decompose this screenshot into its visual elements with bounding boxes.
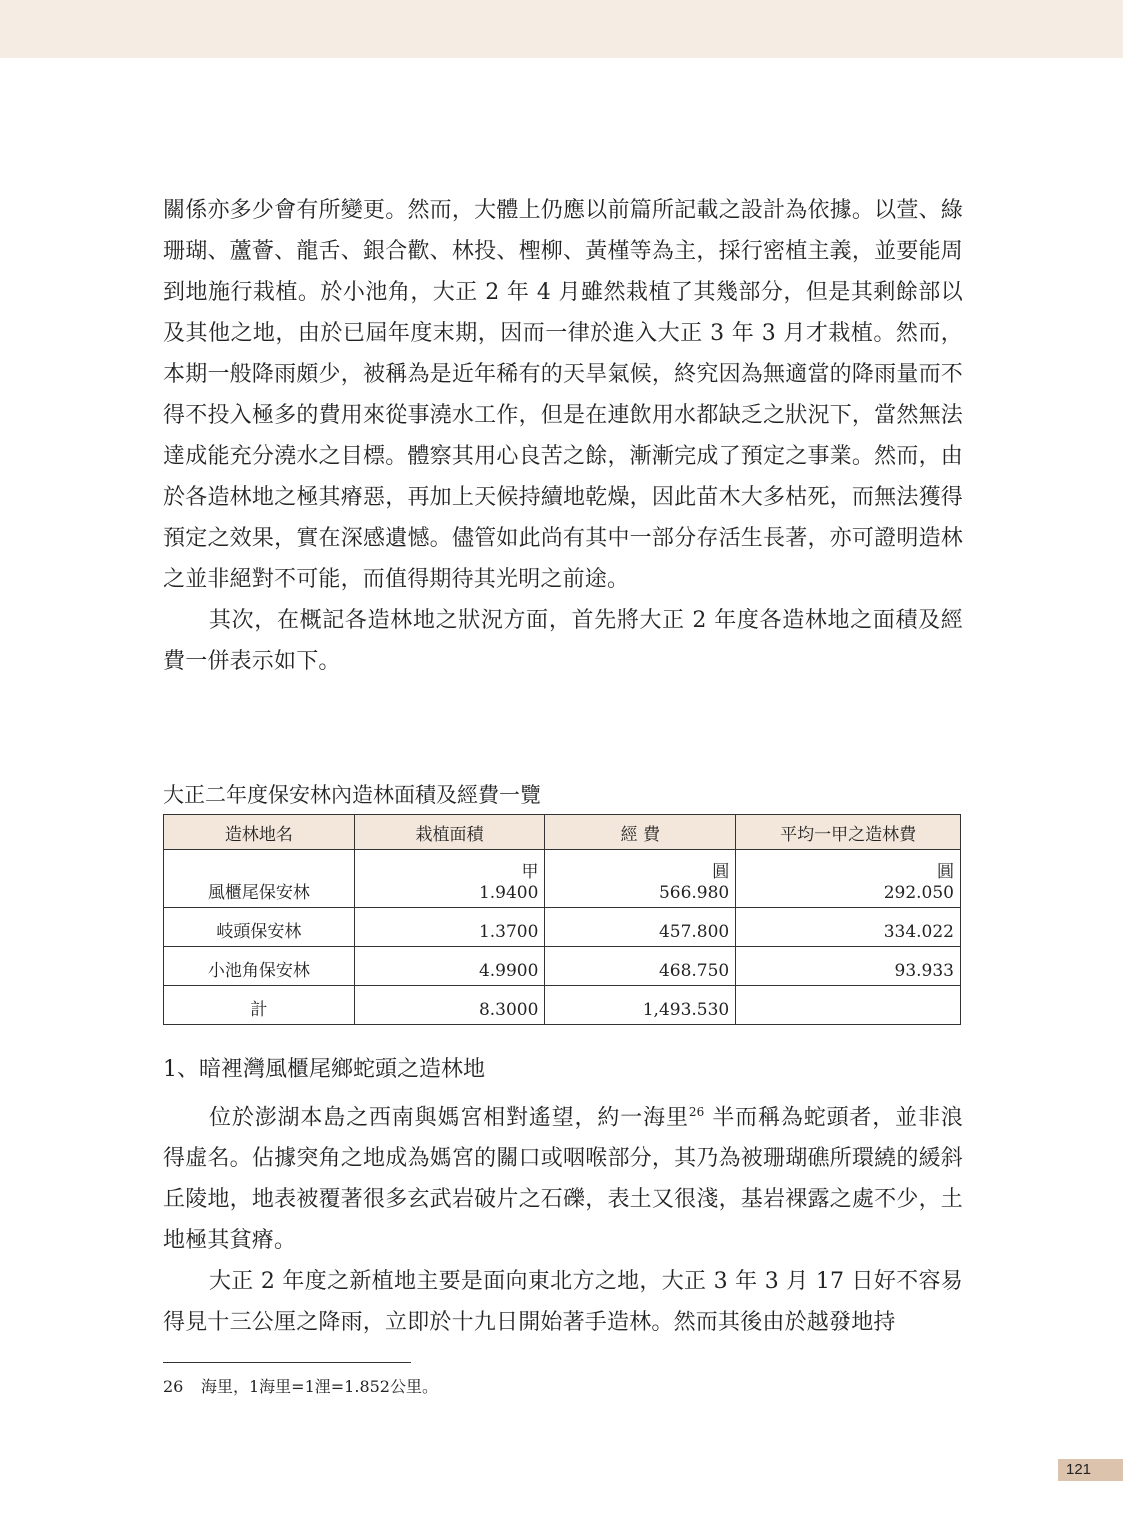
- paragraph-planting: 大正 2 年度之新植地主要是面向東北方之地，大正 3 年 3 月 17 日好不容易得見十三公厘之降雨，立即於十九日開始著手造林。然而其後由於越發地持: [163, 1269, 963, 1336]
- cell-total-avg: [736, 986, 961, 1025]
- page-number: 121: [1058, 1459, 1123, 1481]
- cell-area-value: 1.9400: [478, 883, 539, 903]
- cell-avg: 93.933: [736, 947, 961, 986]
- p1-before: 位於澎湖本島之西南與媽宮相對遙望，約一海里: [209, 1105, 689, 1131]
- cell-site-name: 小池角保安林: [164, 947, 355, 986]
- afforestation-table: [163, 814, 961, 1025]
- header-expense: 經 費: [545, 815, 736, 850]
- cell-total-cost: 1,493.530: [545, 986, 736, 1025]
- footnote-ref: 26: [688, 1105, 705, 1119]
- cell-total-area: 8.3000: [354, 986, 545, 1025]
- table-row: [164, 850, 961, 908]
- unit-yuan: 圓: [712, 862, 730, 882]
- cell-area: [354, 850, 545, 908]
- table-row: [164, 947, 961, 986]
- unit-yuan: 圓: [937, 862, 954, 882]
- unit-jia: 甲: [521, 862, 539, 882]
- body-text-section: [163, 1092, 963, 1343]
- table-caption: 大正二年度保安林內造林面積及經費一覽: [163, 783, 541, 807]
- footnote-text: 海里，1海里=1浬=1.852公里。: [201, 1377, 438, 1396]
- cell-site-name: 岐頭保安林: [164, 908, 355, 947]
- cell-avg: 334.022: [736, 908, 961, 947]
- cell-avg: [736, 850, 961, 908]
- body-text-top: [163, 190, 963, 682]
- header-site-name: 造林地名: [164, 815, 355, 850]
- table-total-row: [164, 986, 961, 1025]
- footnote-divider: [163, 1362, 411, 1363]
- table-row: [164, 908, 961, 947]
- paragraph-continuation: 關係亦多少會有所變更。然而，大體上仍應以前篇所記載之設計為依據。以萱、綠珊瑚、蘆薈、龍舌、銀合歡、林投、檉柳、黃槿等為主，採行密植主義，並要能周到地施行栽植。於小池角，大正 2 年 4 月雖然栽植了其幾部分，但是其剩餘部以及其他之地，由於已屆年度末期，因而一律於進入大正 3 年 3 月才栽植。然而，本期一般降雨頗少，被稱為是近年稀有的天旱氣候，終究因為無適當的降雨量而不得不投入極多的費用來從事澆水工作，但是在連飲用水都缺乏之狀況下，當然無法達成能充分澆水之目標。體察其用心良苦之餘，漸漸完成了預定之事業。然而，由於各造林地之極其瘠惡，再加上天候持續地乾燥，因此苗木大多枯死，而無法獲得預定之效果，實在深感遺憾。儘管如此尚有其中一部分存活生長著，亦可證明造林之並非絕對不可能，而值得期待其光明之前途。: [163, 198, 963, 592]
- cell-site-name: 風櫃尾保安林: [164, 850, 355, 908]
- header-band: [0, 0, 1123, 58]
- cell-area: 4.9900: [354, 947, 545, 986]
- cell-cost: [545, 850, 736, 908]
- p1-after: 半而稱為蛇頭者，並非浪得虛名。佔據突角之地成為媽宮的關口或咽喉部分，其乃為被珊瑚礁所環繞的緩斜丘陵地，地表被覆著很多玄武岩破片之石礫，表土又很淺，基岩裸露之處不少，土地極其貧瘠。: [163, 1105, 964, 1254]
- cell-area: 1.3700: [354, 908, 545, 947]
- cell-cost: 457.800: [545, 908, 736, 947]
- cell-total-label: 計: [164, 986, 355, 1025]
- paragraph-table-intro: 其次，在概記各造林地之狀況方面，首先將大正 2 年度各造林地之面積及經費一併表示如下。: [163, 608, 963, 674]
- cell-avg-value: 292.050: [883, 883, 954, 903]
- cell-cost-value: 566.980: [658, 883, 730, 903]
- header-planted-area: 栽植面積: [354, 815, 545, 850]
- footnote-number: 26: [163, 1377, 184, 1396]
- table-header-row: [164, 815, 961, 850]
- header-avg-cost: 平均一甲之造林費: [736, 815, 961, 850]
- footnote: [163, 1375, 438, 1399]
- section-heading: 1、暗裡灣風櫃尾鄉蛇頭之造林地: [163, 1057, 485, 1082]
- paragraph-snake-head: [163, 1092, 963, 1261]
- cell-cost: 468.750: [545, 947, 736, 986]
